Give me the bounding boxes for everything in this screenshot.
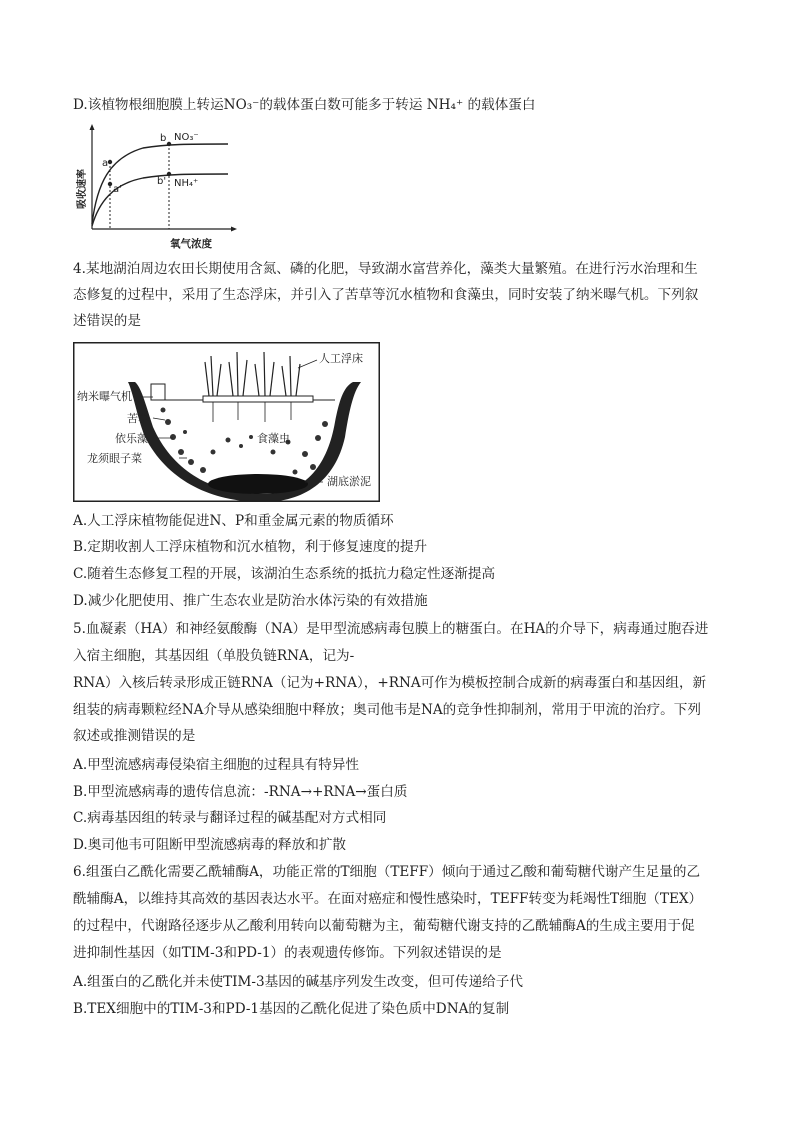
- question-6-line-4: 进抑制性基因（如TIM-3和PD-1）的表观遗传修饰。下列叙述错误的是: [73, 945, 502, 961]
- label-yile-algae: 依乐藻: [115, 432, 148, 445]
- graph-point-a-prime: a': [113, 184, 122, 195]
- question-6-line-1: 6.组蛋白乙酰化需要乙酰辅酶A，功能正常的T细胞（TEFF）倾向于通过乙酸和葡萄糖代谢产生足量的乙: [73, 864, 701, 880]
- option-5b: B.甲型流感病毒的遗传信息流：-RNA→+RNA→蛋白质: [73, 784, 408, 800]
- question-4-line-2: 态修复的过程中，采用了生态浮床，并引入了苦草等沉水植物和食藻虫，同时安装了纳米曝气机。下列叙: [73, 287, 699, 303]
- question-4-line-1: 4.某地湖泊周边农田长期使用含氮、磷的化肥，导致湖水富营养化，藻类大量繁殖。在进行污水治理和生: [73, 261, 698, 277]
- question-5-line-1: 5.血凝素（HA）和神经氨酸酶（NA）是甲型流感病毒包膜上的糖蛋白。在HA的介导下，病毒通过胞吞进: [73, 621, 709, 637]
- question-5-line-2: 入宿主细胞，其基因组（单股负链RNA，记为-: [73, 648, 355, 664]
- graph-x-axis-label: 氧气浓度: [170, 238, 212, 250]
- question-5-line-4: 组装的病毒颗粒经NA介导从感染细胞中释放；奥司他韦是NA的竞争性抑制剂，常用于甲流的治疗。下列: [73, 702, 701, 718]
- question-5-line-5: 叙述或推测错误的是: [73, 728, 196, 744]
- label-algae-eating-insect: 食藻虫: [257, 432, 290, 445]
- option-6b: B.TEX细胞中的TIM-3和PD-1基因的乙酰化促进了染色质中DNA的复制: [73, 1001, 510, 1017]
- question-4-line-3: 述错误的是: [73, 313, 141, 329]
- graph-point-a: a: [102, 158, 109, 169]
- label-longxu-plant: 龙须眼子菜: [87, 452, 142, 465]
- label-floating-bed: 人工浮床: [319, 352, 363, 365]
- question-6-line-3: 的过程中，代谢路径逐步从乙酸利用转向以葡萄糖为主，葡萄糖代谢支持的乙酰辅酶A的生成主要用于促: [73, 918, 695, 934]
- graph-curve-bottom-label: NH₄⁺: [174, 178, 199, 189]
- option-5a: A.甲型流感病毒侵染宿主细胞的过程具有特异性: [73, 757, 360, 773]
- lake-restoration-diagram: [73, 342, 380, 502]
- option-5d: D.奥司他韦可阻断甲型流感病毒的释放和扩散: [73, 837, 347, 853]
- graph-y-axis-label: 吸收速率: [77, 169, 88, 209]
- option-4a: A.人工浮床植物能促进N、P和重金属元素的物质循环: [73, 513, 394, 529]
- option-4d: D.减少化肥使用、推广生态农业是防治水体污染的有效措施: [73, 593, 428, 609]
- option-3d: D.该植物根细胞膜上转运NO₃⁻的载体蛋白数可能多于转运 NH₄⁺ 的载体蛋白: [73, 97, 536, 113]
- graph-curve-top-label: NO₃⁻: [174, 132, 199, 143]
- graph-point-b-prime: b': [157, 176, 167, 187]
- option-6a: A.组蛋白的乙酰化并未使TIM-3基因的碱基序列发生改变，但可传递给子代: [73, 974, 523, 990]
- option-5c: C.病毒基因组的转录与翻译过程的碱基配对方式相同: [73, 810, 387, 826]
- question-5-line-3: RNA）入核后转录形成正链RNA（记为+RNA），+RNA可作为模板控制合成新的病毒蛋白和基因组，新: [73, 675, 707, 691]
- question-6-line-2: 酰辅酶A，以维持其高效的基因表达水平。在面对癌症和慢性感染时，TEFF转变为耗竭性T细胞（TEX）: [73, 891, 703, 907]
- graph-point-b: b: [160, 133, 167, 144]
- option-4b: B.定期收割人工浮床植物和沉水植物，利于修复速度的提升: [73, 539, 428, 555]
- label-lakebed-silt: 湖底淤泥: [327, 475, 371, 488]
- option-4c: C.随着生态修复工程的开展，该湖泊生态系统的抵抗力稳定性逐渐提高: [73, 566, 496, 582]
- absorption-rate-graph: [73, 124, 243, 252]
- label-nano-aerator: 纳米曝气机: [77, 390, 132, 403]
- label-kucao: 苦草: [127, 412, 149, 425]
